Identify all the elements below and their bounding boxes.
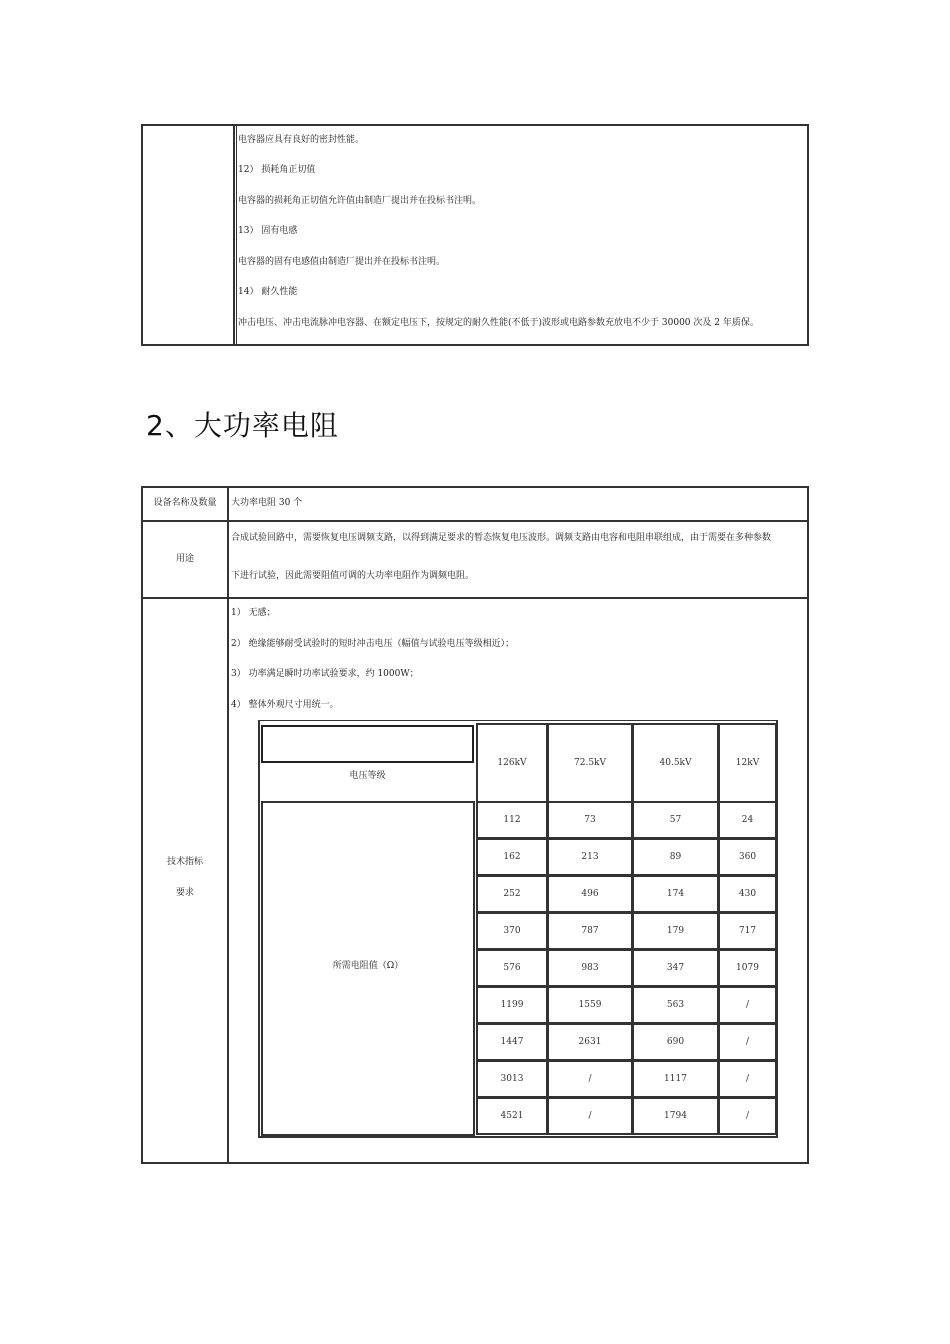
table2-column-divider [227,486,229,1164]
resistance-value-cell: 112 [476,801,548,839]
resistance-value-cell: 252 [476,875,548,913]
resistance-value-cell: 213 [547,838,633,876]
resistance-value-cell: 787 [547,912,633,950]
table1-line-6: 14） 耐久性能 [238,287,298,297]
table1-line-5: 电容器的固有电感值由制造厂提出并在投标书注明。 [238,257,446,267]
voltage-level-label: 电压等级 [349,771,386,781]
row-label-equipment: 设备名称及数量 [153,498,217,508]
column-header: 126kV [476,723,548,803]
resistance-value-cell: 2631 [547,1023,633,1061]
resistance-value-cell: 1117 [632,1060,719,1098]
column-header: 12kV [718,723,777,803]
resistance-value-cell: / [547,1060,633,1098]
table1-line-3: 电容器的损耗角正切值允许值由制造厂提出并在投标书注明。 [238,196,482,206]
table1-column-divider-inner [236,124,237,346]
resistance-value-cell: / [718,1097,777,1135]
row-label-purpose: 用途 [175,554,194,564]
row-label-tech-spec-1: 技术指标 [166,857,203,867]
resistance-value-cell: 162 [476,838,548,876]
resistance-value-cell: 690 [632,1023,719,1061]
resistance-value-cell: 3013 [476,1060,548,1098]
resistance-value-cell: 4521 [476,1097,548,1135]
resistance-value-cell: 179 [632,912,719,950]
column-header: 72.5kV [547,723,633,803]
resistance-value-cell: 576 [476,949,548,987]
table2-row-divider-1 [141,520,809,522]
resistance-value-cell: 983 [547,949,633,987]
resistance-value-cell: 360 [718,838,777,876]
resistance-value-cell: / [718,986,777,1024]
requirement-2: 2） 绝缘能够耐受试验时的短时冲击电压（幅值与试验电压等级相近）； [231,639,515,649]
resistance-value-cell: 496 [547,875,633,913]
resistance-value-cell: 1199 [476,986,548,1024]
row-label-tech-spec-2: 要求 [175,888,194,898]
column-header: 40.5kV [632,723,719,803]
resistance-value-cell: 1447 [476,1023,548,1061]
table1-line-7: 冲击电压、冲击电流脉冲电容器、在额定电压下，按规定的耐久性能(不低于)波形或电路参数充放电不少于 30000 次及 2 年质保。 [238,318,759,328]
resistance-value-cell: / [547,1097,633,1135]
row-value-equipment: 大功率电阻 30 个 [231,498,303,508]
header-empty-box [261,725,474,763]
resistance-value-cell: / [718,1023,777,1061]
resistance-value-cell: / [718,1060,777,1098]
row-value-purpose-line-2: 下进行试验，因此需要阻值可调的大功率电阻作为调频电阻。 [231,571,475,581]
resistance-value-cell: 370 [476,912,548,950]
row-value-purpose-line-1: 合成试验回路中，需要恢复电压调频支路，以得到满足要求的暂态恢复电压波形。调频支路由电容和电阻串联组成，由于需要在多种参数 [231,533,772,543]
table2-row-divider-2 [141,597,809,599]
resistance-value-cell: 89 [632,838,719,876]
resistance-value-cell: 717 [718,912,777,950]
resistance-value-cell: 1794 [632,1097,719,1135]
resistance-value-cell: 1559 [547,986,633,1024]
requirement-3: 3） 功率满足瞬时功率试验要求，约 1000W； [231,669,419,679]
resistance-value-cell: 57 [632,801,719,839]
table1-column-divider [233,124,235,346]
table1-line-2: 12） 损耗角正切值 [238,165,316,175]
table1-line-1: 电容器应具有良好的密封性能。 [238,135,365,145]
resistance-value-cell: 430 [718,875,777,913]
section-title: 2、大功率电阻 [146,409,339,442]
resistance-value-cell: 563 [632,986,719,1024]
resistance-value-cell: 347 [632,949,719,987]
resistance-value-cell: 174 [632,875,719,913]
resistance-label: 所需电阻值（Ω） [332,961,404,971]
table1-line-4: 13） 固有电感 [238,226,298,236]
requirement-1: 1） 无感； [231,608,276,618]
requirement-4: 4） 整体外观尺寸用统一。 [231,700,339,710]
resistance-value-cell: 1079 [718,949,777,987]
resistance-value-cell: 24 [718,801,777,839]
resistance-value-cell: 73 [547,801,633,839]
